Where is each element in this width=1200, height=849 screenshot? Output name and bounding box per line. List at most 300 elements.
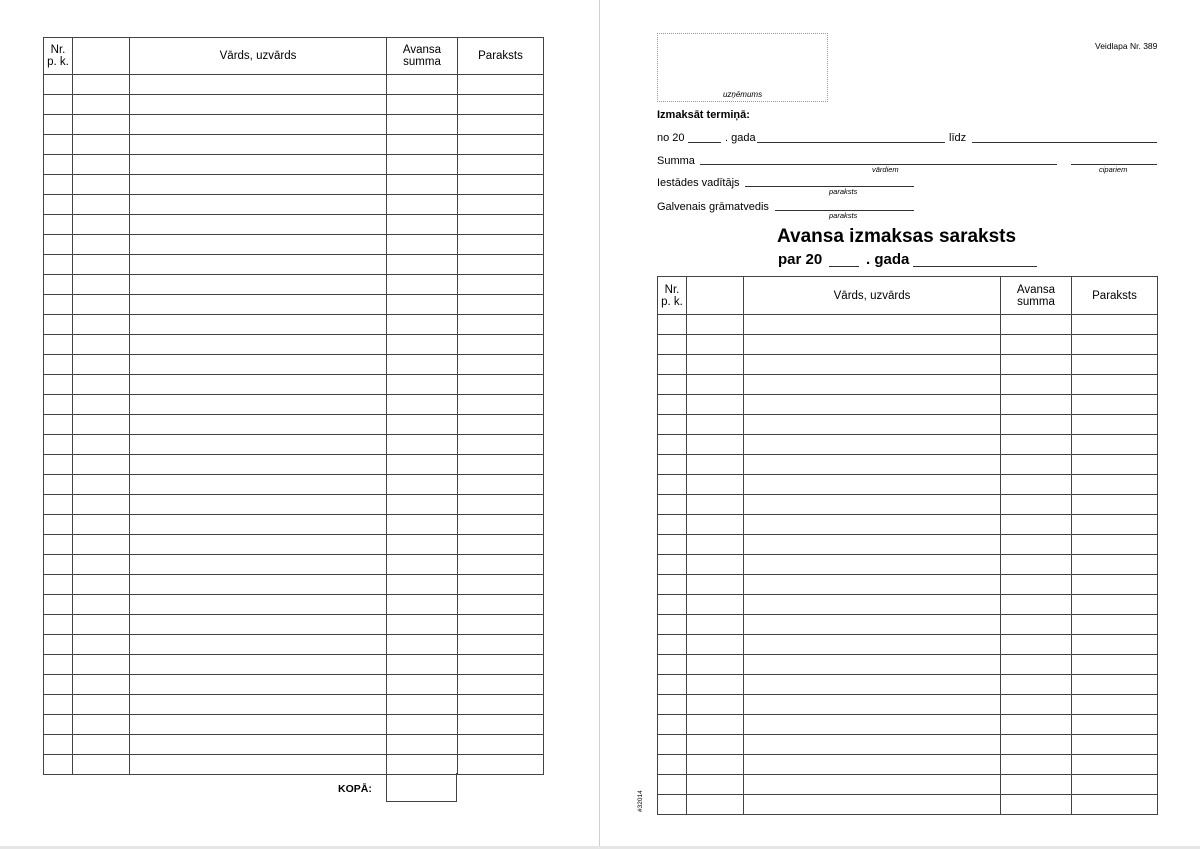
row-signature-cell[interactable] <box>458 395 544 415</box>
row-number-cell[interactable] <box>44 455 73 475</box>
row-sum-cell[interactable] <box>1001 515 1072 535</box>
row-name-cell[interactable] <box>130 475 387 495</box>
row-blank-cell[interactable] <box>687 455 744 475</box>
row-sum-cell[interactable] <box>387 475 458 495</box>
row-blank-cell[interactable] <box>73 635 130 655</box>
row-blank-cell[interactable] <box>687 515 744 535</box>
row-signature-cell[interactable] <box>458 675 544 695</box>
row-number-cell[interactable] <box>44 595 73 615</box>
row-number-cell[interactable] <box>44 395 73 415</box>
row-sum-cell[interactable] <box>387 355 458 375</box>
row-sum-cell[interactable] <box>1001 435 1072 455</box>
row-sum-cell[interactable] <box>387 175 458 195</box>
row-name-cell[interactable] <box>130 495 387 515</box>
row-name-cell[interactable] <box>130 395 387 415</box>
row-sum-cell[interactable] <box>387 495 458 515</box>
row-sum-cell[interactable] <box>1001 315 1072 335</box>
row-sum-cell[interactable] <box>1001 575 1072 595</box>
row-name-cell[interactable] <box>744 655 1001 675</box>
row-sum-cell[interactable] <box>387 455 458 475</box>
from-date-field[interactable] <box>757 142 945 143</box>
total-input-box[interactable] <box>386 773 457 802</box>
row-number-cell[interactable] <box>658 615 687 635</box>
row-sum-cell[interactable] <box>387 655 458 675</box>
row-name-cell[interactable] <box>130 535 387 555</box>
row-name-cell[interactable] <box>744 595 1001 615</box>
row-signature-cell[interactable] <box>1072 595 1158 615</box>
row-blank-cell[interactable] <box>687 695 744 715</box>
row-signature-cell[interactable] <box>458 735 544 755</box>
row-name-cell[interactable] <box>744 435 1001 455</box>
row-blank-cell[interactable] <box>73 155 130 175</box>
row-name-cell[interactable] <box>744 335 1001 355</box>
row-sum-cell[interactable] <box>387 695 458 715</box>
row-name-cell[interactable] <box>130 155 387 175</box>
row-signature-cell[interactable] <box>1072 615 1158 635</box>
row-signature-cell[interactable] <box>1072 315 1158 335</box>
row-sum-cell[interactable] <box>387 115 458 135</box>
row-signature-cell[interactable] <box>458 215 544 235</box>
row-blank-cell[interactable] <box>687 335 744 355</box>
company-field[interactable] <box>657 33 828 102</box>
row-name-cell[interactable] <box>744 475 1001 495</box>
row-signature-cell[interactable] <box>1072 715 1158 735</box>
row-signature-cell[interactable] <box>458 295 544 315</box>
row-blank-cell[interactable] <box>687 795 744 815</box>
row-signature-cell[interactable] <box>1072 635 1158 655</box>
row-blank-cell[interactable] <box>687 775 744 795</box>
row-sum-cell[interactable] <box>387 255 458 275</box>
row-signature-cell[interactable] <box>458 115 544 135</box>
row-blank-cell[interactable] <box>687 635 744 655</box>
row-blank-cell[interactable] <box>73 215 130 235</box>
row-sum-cell[interactable] <box>1001 355 1072 375</box>
row-number-cell[interactable] <box>658 775 687 795</box>
row-number-cell[interactable] <box>44 355 73 375</box>
row-signature-cell[interactable] <box>458 635 544 655</box>
row-number-cell[interactable] <box>658 595 687 615</box>
row-name-cell[interactable] <box>744 735 1001 755</box>
row-blank-cell[interactable] <box>73 415 130 435</box>
row-name-cell[interactable] <box>130 415 387 435</box>
row-signature-cell[interactable] <box>458 595 544 615</box>
row-signature-cell[interactable] <box>458 435 544 455</box>
row-sum-cell[interactable] <box>1001 335 1072 355</box>
row-sum-cell[interactable] <box>387 235 458 255</box>
row-signature-cell[interactable] <box>1072 735 1158 755</box>
row-sum-cell[interactable] <box>1001 395 1072 415</box>
row-number-cell[interactable] <box>658 355 687 375</box>
row-name-cell[interactable] <box>744 695 1001 715</box>
row-number-cell[interactable] <box>44 555 73 575</box>
row-signature-cell[interactable] <box>1072 355 1158 375</box>
row-blank-cell[interactable] <box>687 715 744 735</box>
row-number-cell[interactable] <box>44 335 73 355</box>
row-name-cell[interactable] <box>130 335 387 355</box>
row-blank-cell[interactable] <box>687 395 744 415</box>
row-signature-cell[interactable] <box>458 415 544 435</box>
row-name-cell[interactable] <box>130 455 387 475</box>
from-year-field[interactable] <box>688 142 721 143</box>
row-signature-cell[interactable] <box>458 695 544 715</box>
row-sum-cell[interactable] <box>387 95 458 115</box>
row-sum-cell[interactable] <box>387 615 458 635</box>
row-sum-cell[interactable] <box>1001 595 1072 615</box>
row-number-cell[interactable] <box>44 235 73 255</box>
subtitle-year-field[interactable] <box>829 266 859 267</box>
row-number-cell[interactable] <box>44 215 73 235</box>
row-name-cell[interactable] <box>744 415 1001 435</box>
row-blank-cell[interactable] <box>73 195 130 215</box>
row-blank-cell[interactable] <box>687 375 744 395</box>
row-name-cell[interactable] <box>744 675 1001 695</box>
row-number-cell[interactable] <box>44 155 73 175</box>
row-signature-cell[interactable] <box>458 755 544 775</box>
row-sum-cell[interactable] <box>387 675 458 695</box>
row-blank-cell[interactable] <box>687 735 744 755</box>
row-blank-cell[interactable] <box>73 515 130 535</box>
row-number-cell[interactable] <box>44 195 73 215</box>
row-name-cell[interactable] <box>744 355 1001 375</box>
row-blank-cell[interactable] <box>687 495 744 515</box>
row-blank-cell[interactable] <box>687 575 744 595</box>
row-sum-cell[interactable] <box>387 635 458 655</box>
row-number-cell[interactable] <box>44 675 73 695</box>
row-name-cell[interactable] <box>744 535 1001 555</box>
row-number-cell[interactable] <box>658 375 687 395</box>
row-signature-cell[interactable] <box>1072 375 1158 395</box>
row-number-cell[interactable] <box>658 575 687 595</box>
row-number-cell[interactable] <box>44 275 73 295</box>
row-number-cell[interactable] <box>658 495 687 515</box>
row-signature-cell[interactable] <box>1072 435 1158 455</box>
row-blank-cell[interactable] <box>73 715 130 735</box>
row-name-cell[interactable] <box>744 315 1001 335</box>
row-number-cell[interactable] <box>44 755 73 775</box>
row-sum-cell[interactable] <box>1001 635 1072 655</box>
row-sum-cell[interactable] <box>1001 675 1072 695</box>
row-signature-cell[interactable] <box>458 315 544 335</box>
row-blank-cell[interactable] <box>73 655 130 675</box>
row-number-cell[interactable] <box>44 635 73 655</box>
row-name-cell[interactable] <box>130 215 387 235</box>
row-blank-cell[interactable] <box>73 95 130 115</box>
row-blank-cell[interactable] <box>73 75 130 95</box>
row-name-cell[interactable] <box>744 455 1001 475</box>
row-sum-cell[interactable] <box>1001 375 1072 395</box>
row-sum-cell[interactable] <box>387 215 458 235</box>
row-name-cell[interactable] <box>744 775 1001 795</box>
row-blank-cell[interactable] <box>73 555 130 575</box>
row-blank-cell[interactable] <box>73 575 130 595</box>
row-signature-cell[interactable] <box>1072 415 1158 435</box>
row-name-cell[interactable] <box>130 355 387 375</box>
row-sum-cell[interactable] <box>387 135 458 155</box>
row-name-cell[interactable] <box>744 395 1001 415</box>
row-name-cell[interactable] <box>130 655 387 675</box>
row-name-cell[interactable] <box>744 515 1001 535</box>
row-sum-cell[interactable] <box>1001 715 1072 735</box>
row-number-cell[interactable] <box>44 375 73 395</box>
row-blank-cell[interactable] <box>73 615 130 635</box>
row-sum-cell[interactable] <box>1001 455 1072 475</box>
row-name-cell[interactable] <box>744 495 1001 515</box>
row-blank-cell[interactable] <box>687 315 744 335</box>
row-signature-cell[interactable] <box>1072 675 1158 695</box>
row-number-cell[interactable] <box>658 515 687 535</box>
row-signature-cell[interactable] <box>1072 775 1158 795</box>
row-signature-cell[interactable] <box>458 475 544 495</box>
row-name-cell[interactable] <box>130 75 387 95</box>
row-number-cell[interactable] <box>44 475 73 495</box>
row-number-cell[interactable] <box>44 115 73 135</box>
row-blank-cell[interactable] <box>73 755 130 775</box>
row-name-cell[interactable] <box>130 275 387 295</box>
row-number-cell[interactable] <box>658 455 687 475</box>
row-name-cell[interactable] <box>130 175 387 195</box>
row-number-cell[interactable] <box>658 755 687 775</box>
row-number-cell[interactable] <box>658 695 687 715</box>
row-sum-cell[interactable] <box>387 555 458 575</box>
row-blank-cell[interactable] <box>73 335 130 355</box>
row-sum-cell[interactable] <box>387 435 458 455</box>
row-signature-cell[interactable] <box>1072 395 1158 415</box>
row-blank-cell[interactable] <box>687 595 744 615</box>
row-name-cell[interactable] <box>130 515 387 535</box>
row-sum-cell[interactable] <box>1001 495 1072 515</box>
row-signature-cell[interactable] <box>458 455 544 475</box>
row-name-cell[interactable] <box>130 315 387 335</box>
row-name-cell[interactable] <box>744 375 1001 395</box>
row-sum-cell[interactable] <box>1001 615 1072 635</box>
row-signature-cell[interactable] <box>458 495 544 515</box>
row-blank-cell[interactable] <box>73 395 130 415</box>
row-name-cell[interactable] <box>130 95 387 115</box>
row-sum-cell[interactable] <box>387 275 458 295</box>
row-signature-cell[interactable] <box>458 715 544 735</box>
row-blank-cell[interactable] <box>73 315 130 335</box>
row-number-cell[interactable] <box>44 255 73 275</box>
row-name-cell[interactable] <box>130 555 387 575</box>
row-name-cell[interactable] <box>130 135 387 155</box>
row-blank-cell[interactable] <box>73 255 130 275</box>
row-name-cell[interactable] <box>130 695 387 715</box>
row-sum-cell[interactable] <box>1001 415 1072 435</box>
row-sum-cell[interactable] <box>387 155 458 175</box>
row-number-cell[interactable] <box>658 535 687 555</box>
row-signature-cell[interactable] <box>1072 695 1158 715</box>
row-sum-cell[interactable] <box>387 715 458 735</box>
row-number-cell[interactable] <box>44 315 73 335</box>
row-signature-cell[interactable] <box>1072 555 1158 575</box>
row-signature-cell[interactable] <box>458 335 544 355</box>
row-number-cell[interactable] <box>44 95 73 115</box>
row-number-cell[interactable] <box>44 655 73 675</box>
row-sum-cell[interactable] <box>387 575 458 595</box>
row-sum-cell[interactable] <box>1001 655 1072 675</box>
row-signature-cell[interactable] <box>1072 575 1158 595</box>
row-sum-cell[interactable] <box>387 315 458 335</box>
row-signature-cell[interactable] <box>458 195 544 215</box>
row-sum-cell[interactable] <box>387 335 458 355</box>
row-name-cell[interactable] <box>130 635 387 655</box>
row-sum-cell[interactable] <box>1001 695 1072 715</box>
row-number-cell[interactable] <box>658 635 687 655</box>
row-blank-cell[interactable] <box>687 475 744 495</box>
row-signature-cell[interactable] <box>458 535 544 555</box>
row-signature-cell[interactable] <box>1072 655 1158 675</box>
row-name-cell[interactable] <box>130 715 387 735</box>
row-name-cell[interactable] <box>744 795 1001 815</box>
row-name-cell[interactable] <box>130 235 387 255</box>
row-number-cell[interactable] <box>658 315 687 335</box>
row-signature-cell[interactable] <box>458 375 544 395</box>
row-name-cell[interactable] <box>130 295 387 315</box>
row-signature-cell[interactable] <box>458 355 544 375</box>
row-name-cell[interactable] <box>130 195 387 215</box>
row-number-cell[interactable] <box>44 735 73 755</box>
row-number-cell[interactable] <box>658 475 687 495</box>
row-name-cell[interactable] <box>130 575 387 595</box>
row-blank-cell[interactable] <box>687 555 744 575</box>
row-number-cell[interactable] <box>658 735 687 755</box>
row-blank-cell[interactable] <box>73 695 130 715</box>
row-number-cell[interactable] <box>44 495 73 515</box>
row-blank-cell[interactable] <box>687 435 744 455</box>
row-signature-cell[interactable] <box>458 555 544 575</box>
row-name-cell[interactable] <box>744 575 1001 595</box>
row-sum-cell[interactable] <box>1001 535 1072 555</box>
row-blank-cell[interactable] <box>73 355 130 375</box>
row-blank-cell[interactable] <box>73 595 130 615</box>
row-blank-cell[interactable] <box>687 355 744 375</box>
row-signature-cell[interactable] <box>458 655 544 675</box>
row-sum-cell[interactable] <box>1001 775 1072 795</box>
row-blank-cell[interactable] <box>687 675 744 695</box>
row-number-cell[interactable] <box>658 795 687 815</box>
row-blank-cell[interactable] <box>73 475 130 495</box>
row-name-cell[interactable] <box>130 115 387 135</box>
row-signature-cell[interactable] <box>458 95 544 115</box>
row-number-cell[interactable] <box>44 695 73 715</box>
row-name-cell[interactable] <box>130 255 387 275</box>
row-blank-cell[interactable] <box>687 655 744 675</box>
row-number-cell[interactable] <box>658 555 687 575</box>
row-sum-cell[interactable] <box>387 595 458 615</box>
row-sum-cell[interactable] <box>387 75 458 95</box>
row-name-cell[interactable] <box>744 715 1001 735</box>
row-signature-cell[interactable] <box>1072 795 1158 815</box>
row-signature-cell[interactable] <box>458 575 544 595</box>
row-signature-cell[interactable] <box>458 135 544 155</box>
row-signature-cell[interactable] <box>458 235 544 255</box>
until-date-field[interactable] <box>972 142 1157 143</box>
row-number-cell[interactable] <box>658 435 687 455</box>
row-name-cell[interactable] <box>744 755 1001 775</box>
row-number-cell[interactable] <box>44 535 73 555</box>
row-signature-cell[interactable] <box>1072 515 1158 535</box>
row-signature-cell[interactable] <box>458 275 544 295</box>
row-blank-cell[interactable] <box>73 135 130 155</box>
row-name-cell[interactable] <box>130 735 387 755</box>
row-number-cell[interactable] <box>44 295 73 315</box>
row-name-cell[interactable] <box>744 555 1001 575</box>
row-number-cell[interactable] <box>44 75 73 95</box>
row-blank-cell[interactable] <box>73 455 130 475</box>
row-number-cell[interactable] <box>44 435 73 455</box>
row-sum-cell[interactable] <box>1001 555 1072 575</box>
row-sum-cell[interactable] <box>387 735 458 755</box>
row-name-cell[interactable] <box>744 635 1001 655</box>
row-number-cell[interactable] <box>44 415 73 435</box>
row-name-cell[interactable] <box>130 675 387 695</box>
row-number-cell[interactable] <box>658 715 687 735</box>
row-blank-cell[interactable] <box>73 235 130 255</box>
row-number-cell[interactable] <box>658 335 687 355</box>
row-blank-cell[interactable] <box>73 735 130 755</box>
row-name-cell[interactable] <box>130 435 387 455</box>
row-number-cell[interactable] <box>658 655 687 675</box>
row-blank-cell[interactable] <box>73 275 130 295</box>
row-name-cell[interactable] <box>744 615 1001 635</box>
row-blank-cell[interactable] <box>73 495 130 515</box>
row-blank-cell[interactable] <box>687 415 744 435</box>
row-blank-cell[interactable] <box>73 375 130 395</box>
row-sum-cell[interactable] <box>1001 755 1072 775</box>
row-signature-cell[interactable] <box>458 515 544 535</box>
row-blank-cell[interactable] <box>687 755 744 775</box>
row-signature-cell[interactable] <box>1072 455 1158 475</box>
row-sum-cell[interactable] <box>387 395 458 415</box>
row-blank-cell[interactable] <box>73 535 130 555</box>
row-sum-cell[interactable] <box>387 195 458 215</box>
row-number-cell[interactable] <box>658 415 687 435</box>
row-blank-cell[interactable] <box>73 435 130 455</box>
row-sum-cell[interactable] <box>1001 475 1072 495</box>
row-number-cell[interactable] <box>44 715 73 735</box>
row-blank-cell[interactable] <box>73 175 130 195</box>
row-signature-cell[interactable] <box>1072 475 1158 495</box>
row-sum-cell[interactable] <box>387 375 458 395</box>
row-blank-cell[interactable] <box>73 115 130 135</box>
row-blank-cell[interactable] <box>73 295 130 315</box>
row-sum-cell[interactable] <box>387 755 458 775</box>
row-number-cell[interactable] <box>658 675 687 695</box>
row-sum-cell[interactable] <box>1001 735 1072 755</box>
row-signature-cell[interactable] <box>458 175 544 195</box>
row-number-cell[interactable] <box>44 615 73 635</box>
row-sum-cell[interactable] <box>387 295 458 315</box>
row-signature-cell[interactable] <box>1072 495 1158 515</box>
row-name-cell[interactable] <box>130 595 387 615</box>
row-number-cell[interactable] <box>44 175 73 195</box>
row-name-cell[interactable] <box>130 615 387 635</box>
row-signature-cell[interactable] <box>1072 335 1158 355</box>
row-signature-cell[interactable] <box>458 255 544 275</box>
row-signature-cell[interactable] <box>458 75 544 95</box>
row-blank-cell[interactable] <box>687 535 744 555</box>
row-number-cell[interactable] <box>44 575 73 595</box>
row-signature-cell[interactable] <box>1072 535 1158 555</box>
row-number-cell[interactable] <box>44 135 73 155</box>
row-signature-cell[interactable] <box>458 155 544 175</box>
row-sum-cell[interactable] <box>387 415 458 435</box>
subtitle-date-field[interactable] <box>913 266 1037 267</box>
row-sum-cell[interactable] <box>387 515 458 535</box>
row-signature-cell[interactable] <box>1072 755 1158 775</box>
row-name-cell[interactable] <box>130 755 387 775</box>
row-number-cell[interactable] <box>44 515 73 535</box>
